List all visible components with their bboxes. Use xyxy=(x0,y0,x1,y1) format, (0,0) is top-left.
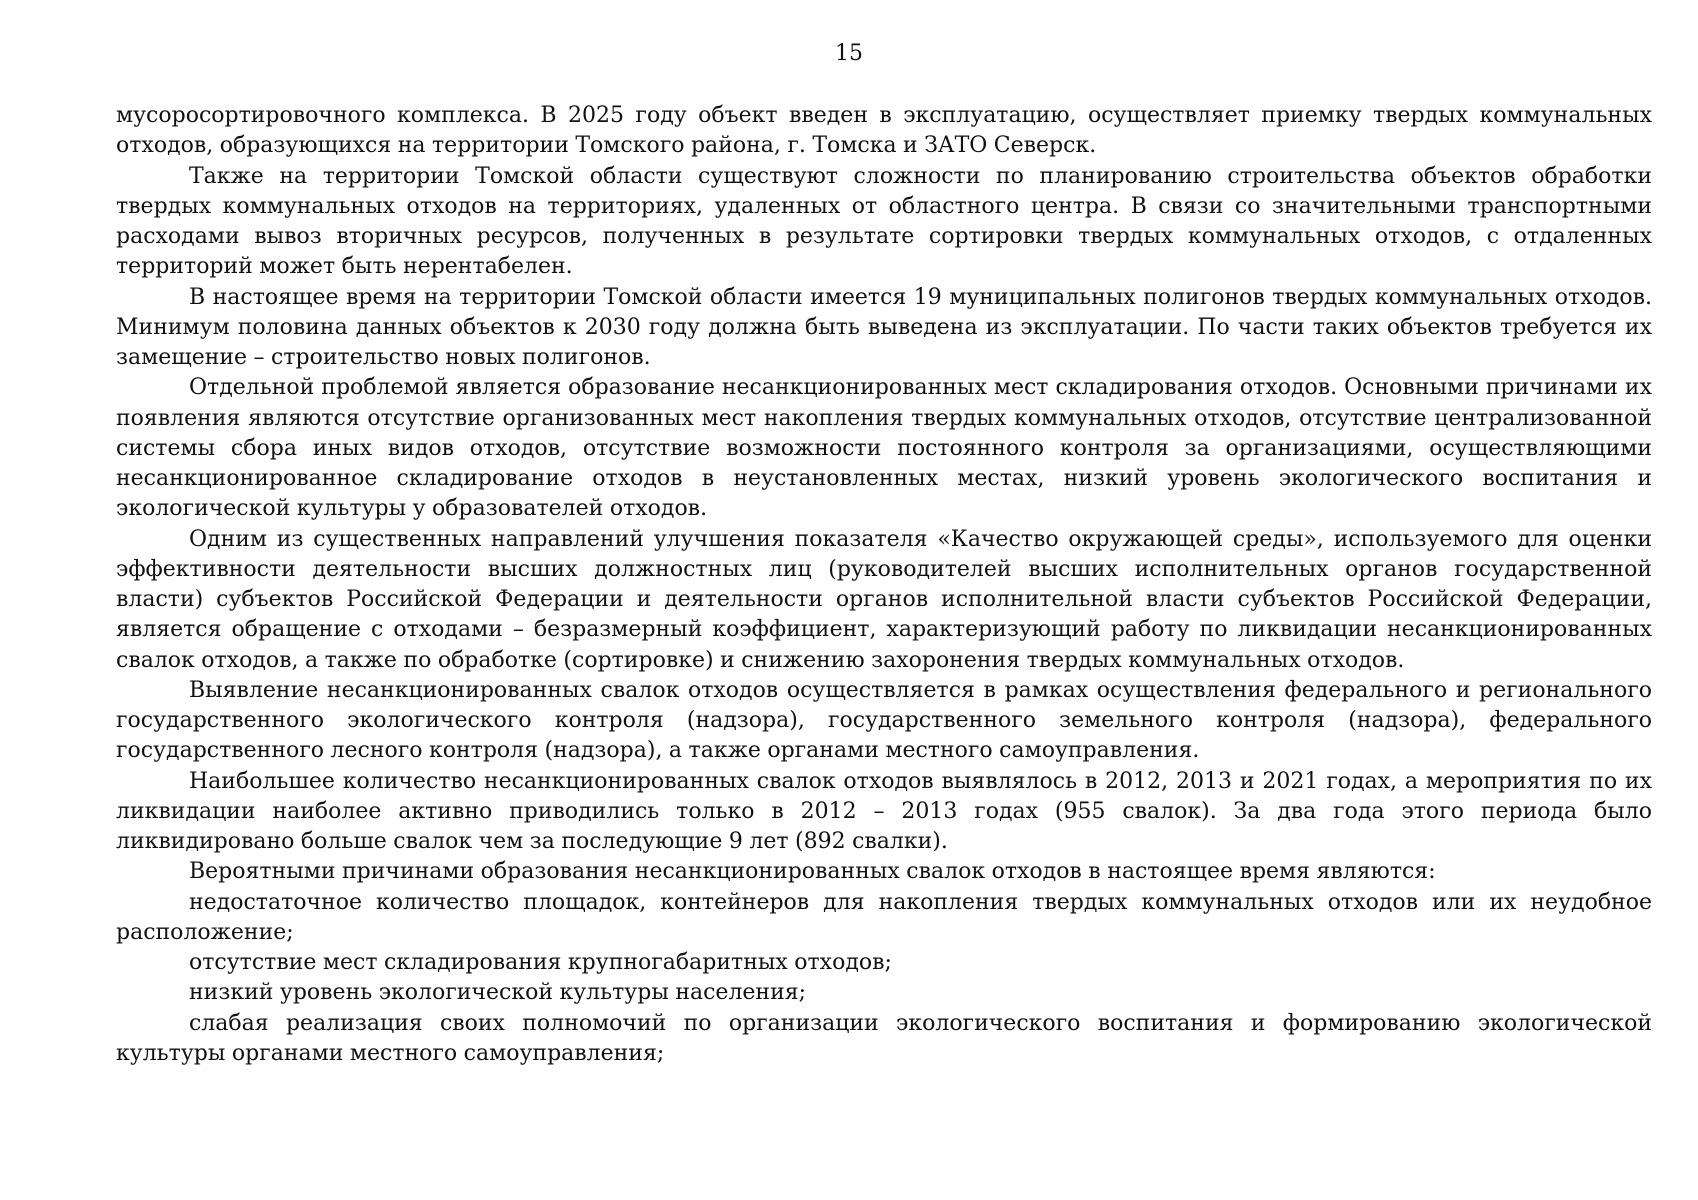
list-item-local-government: слабая реализация своих полномочий по организации экологического воспитания и формированию экологической культуры органами местного самоуправления; xyxy=(116,1010,1652,1066)
paragraph-causes-intro: Вероятными причинами образования несанкционированных свалок отходов в настоящее время являются: xyxy=(189,859,1436,885)
page-body xyxy=(116,101,1652,1069)
page-number: 15 xyxy=(835,41,863,66)
paragraph-environment-quality: Одним из существенных направлений улучшения показателя «Качество окружающей среды», используемого для оценки эффективности деятельности высших должностных лиц (руководителей высших исполнительных органов государственной власти) субъектов Российской Федерации и деятельности органов исполнительной власти субъектов Российской Федерации, является обращение с отходами – безразмерный коэффициент, характеризующий работу по ликвидации несанкционированных свалок отходов, а также по обработке (сортировке) и снижению захоронения твердых коммунальных отходов. xyxy=(116,526,1652,673)
paragraph-remote-territories: Также на территории Томской области существуют сложности по планированию строительства объектов обработки твердых коммунальных отходов на территориях, удаленных от областного центра. В связи со значительными транспортными расходами вывоз вторичных ресурсов, полученных в результате сортировки твердых коммунальных отходов, с отдаленных территорий может быть нерентабелен. xyxy=(116,163,1652,280)
paragraph-continuation: мусоросортировочного комплекса. В 2025 году объект введен в эксплуатацию, осуществляет приемку твердых коммунальных отходов, образующихся на территории Томского района, г. Томска и ЗАТО Северск. xyxy=(116,103,1652,159)
list-item-bulky-waste: отсутствие мест складирования крупногабаритных отходов; xyxy=(189,950,892,975)
paragraph-detection: Выявление несанкционированных свалок отходов осуществляется в рамках осуществления федерального и регионального государственного экологического контроля (надзора), государственного земельного контроля (надзора), федерального государственного лесного контроля (надзора), а также органами местного самоуправления. xyxy=(116,677,1652,764)
paragraph-unauthorized-storage: Отдельной проблемой является образование несанкционированных мест складирования отходов. Основными причинами их появления являются отсутствие организованных мест накопления твердых коммунальных отходов, отсутствие централизованной системы сбора иных видов отходов, отсутствие возможности постоянного контроля за организациями, осуществляющими несанкционированное складирование отходов в неустановленных местах, низкий уровень экологического воспитания и экологической культуры у образователей отходов. xyxy=(116,375,1652,522)
list-item-culture: низкий уровень экологической культуры населения; xyxy=(189,980,807,1006)
list-item-containers: недостаточное количество площадок, контейнеров для накопления твердых коммунальных отходов или их неудобное расположение; xyxy=(116,889,1652,945)
paragraph-statistics: Наибольшее количество несанкционированных свалок отходов выявлялось в 2012, 2013 и 2021 годах, а мероприятия по их ликвидации наиболее активно приводились только в 2012 – 2013 годах (955 свалок). За два года этого периода было ликвидировано больше свалок чем за последующие 9 лет (892 свалки). xyxy=(116,768,1652,854)
paragraph-landfills: В настоящее время на территории Томской области имеется 19 муниципальных полигонов твердых коммунальных отходов. Минимум половина данных объектов к 2030 году должна быть выведена из эксплуатации. По части таких объектов требуется их замещение – строительство новых полигонов. xyxy=(116,284,1652,370)
